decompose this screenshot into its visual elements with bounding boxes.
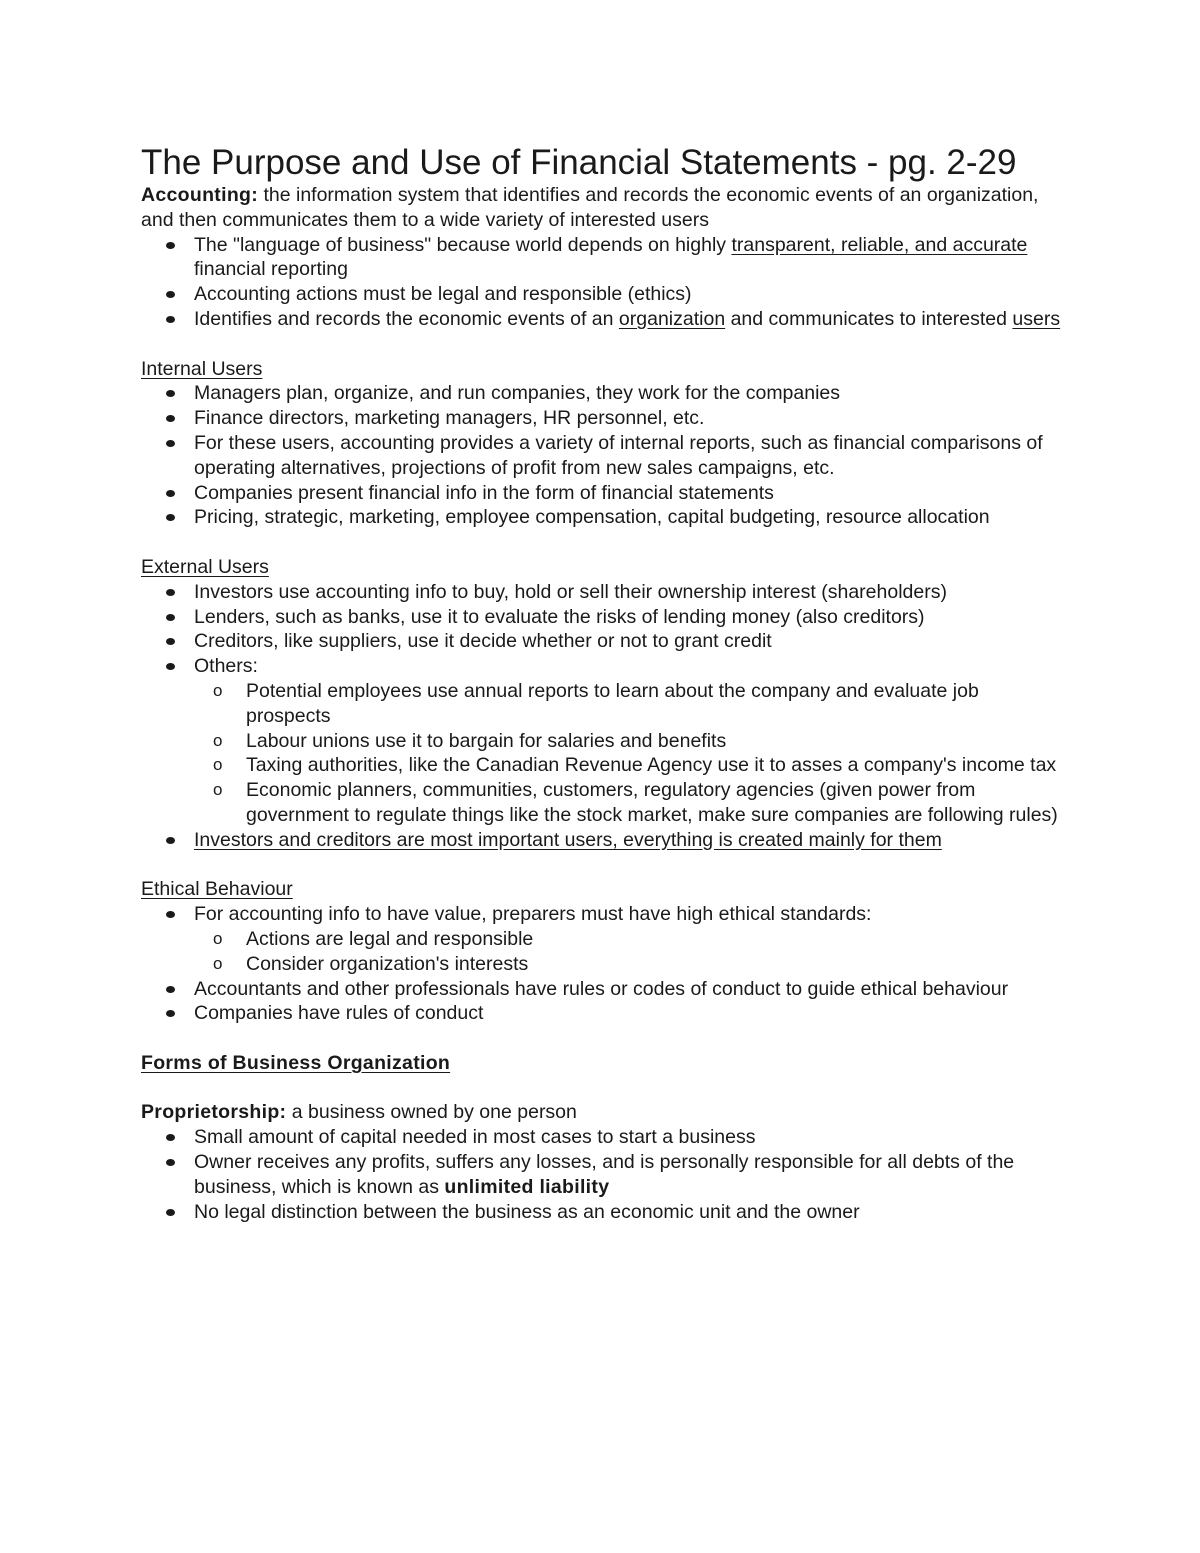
bullet-icon [166,291,175,298]
external-users-list [141,580,1066,853]
internal-users-heading: Internal Users [141,357,263,380]
list-item: Companies present financial info in the form of financial statements [194,481,1066,506]
accounting-term: Accounting: [141,184,259,206]
circle-bullet-icon: o [213,780,223,800]
list-item [194,828,1066,853]
list-item: Managers plan, organize, and run companies, they work for the companies [194,381,1066,406]
proprietorship-term: Proprietorship: [141,1101,287,1124]
bullet-icon [166,589,175,596]
accounting-definition-text: the information system that identifies and records the economic events of an organization, and then communicates them to a wide variety of interested users [141,184,1039,231]
external-users-heading: External Users [141,555,269,578]
sublist-item: o Actions are legal and responsible [213,927,534,950]
bullet-icon [166,837,175,844]
spacer [141,332,1066,357]
sublist-item: o Labour unions use it to bargain for salaries and benefits [213,729,727,752]
list-item: No legal distinction between the business as an economic unit and the owner [194,1200,1066,1225]
circle-bullet-icon: o [213,928,223,948]
list-item: Pricing, strategic, marketing, employee compensation, capital budgeting, resource allocation [194,505,1066,530]
list-item: Investors use accounting info to buy, hold or sell their ownership interest (shareholders) [194,580,1066,605]
proprietorship-list [141,1125,1066,1224]
list-item: Lenders, such as banks, use it to evaluate the risks of lending money (also creditors) [194,605,1066,630]
bold-term: unlimited liability [444,1175,610,1198]
bullet-icon [166,490,175,497]
ethical-behaviour-list [141,902,1066,1026]
page-title: The Purpose and Use of Financial Statements - pg. 2-29 [141,143,1017,182]
accounting-definition [141,183,1066,233]
forms-of-business-heading: Forms of Business Organization [141,1051,451,1074]
list-item: Small amount of capital needed in most cases to start a business [194,1125,1066,1150]
list-item: The "language of business" because world depends on highly transparent, reliable, and accurate financial reporting [194,233,1066,283]
list-item: For these users, accounting provides a variety of internal reports, such as financial comparisons of operating alternatives, projections of profit from new sales campaigns, etc. [194,431,1066,481]
list-item: Creditors, like suppliers, use it decide whether or not to grant credit [194,629,1066,654]
accounting-list [141,233,1066,332]
bullet-icon [166,415,175,422]
sublist-item: o Potential employees use annual reports to learn about the company and evaluate job prospects [213,679,979,727]
bullet-icon [166,242,175,249]
bullet-icon [166,614,175,621]
underlined-text: organization [618,307,726,330]
sublist-item: o Taxing authorities, like the Canadian Revenue Agency use it to asses a company's income tax [213,754,1057,777]
document-page [141,142,1066,1224]
internal-users-list [141,381,1066,530]
spacer [141,1026,1066,1051]
underlined-text: transparent, reliable, and accurate [731,233,1028,256]
underlined-text: Investors and creditors are most important users, everything is created mainly for them [194,828,942,851]
bullet-icon [166,638,175,645]
list-item: Accounting actions must be legal and responsible (ethics) [194,282,1066,307]
list-item: Owner receives any profits, suffers any losses, and is personally responsible for all debts of the business, which is known as unlimited liability [194,1150,1066,1200]
list-item: Identifies and records the economic events of an organization and communicates to interested users [194,307,1066,332]
list-item: Companies have rules of conduct [194,1001,1066,1026]
sublist-item: o Consider organization's interests [213,952,529,975]
others-sublist [194,679,1066,828]
bullet-icon [166,986,175,993]
ethical-sublist [194,927,1066,977]
list-item: Others: o Potential employees use annual reports to learn about the company and evaluate job prospects o Labour unions use it to bargain for salaries and benefits o Taxing authorities, like the Canadian Revenue Agency use it to asses a company's income tax o Economic planners, communities, customers, regulatory agencies (given power from government to regulate things like the stock market, make sure companies are following rules) [194,654,1066,828]
circle-bullet-icon: o [213,953,223,973]
proprietorship-definition: Proprietorship: a business owned by one person [141,1101,577,1124]
list-item: For accounting info to have value, preparers must have high ethical standards: o Actions are legal and responsible o Consider organization's interests [194,902,1066,976]
circle-bullet-icon: o [213,730,223,750]
bullet-icon [166,440,175,447]
bullet-icon [166,1159,175,1166]
bullet-icon [166,1134,175,1141]
underlined-text: users [1012,307,1061,330]
bullet-icon [166,316,175,323]
bullet-icon [166,911,175,918]
sublist-item: o Economic planners, communities, customers, regulatory agencies (given power from government to regulate things like the stock market, make sure companies are following rules) [213,779,1058,826]
list-item: Finance directors, marketing managers, HR personnel, etc. [194,406,1066,431]
spacer [141,853,1066,878]
bullet-icon [166,390,175,397]
ethical-behaviour-heading: Ethical Behaviour [141,878,293,901]
spacer [141,530,1066,555]
bullet-icon [166,1010,175,1017]
circle-bullet-icon: o [213,755,223,775]
circle-bullet-icon: o [213,680,223,700]
spacer [141,1076,1066,1101]
bullet-icon [166,514,175,521]
bullet-icon [166,1209,175,1216]
list-item: Accountants and other professionals have rules or codes of conduct to guide ethical behaviour [194,977,1066,1002]
bullet-icon [166,663,175,670]
